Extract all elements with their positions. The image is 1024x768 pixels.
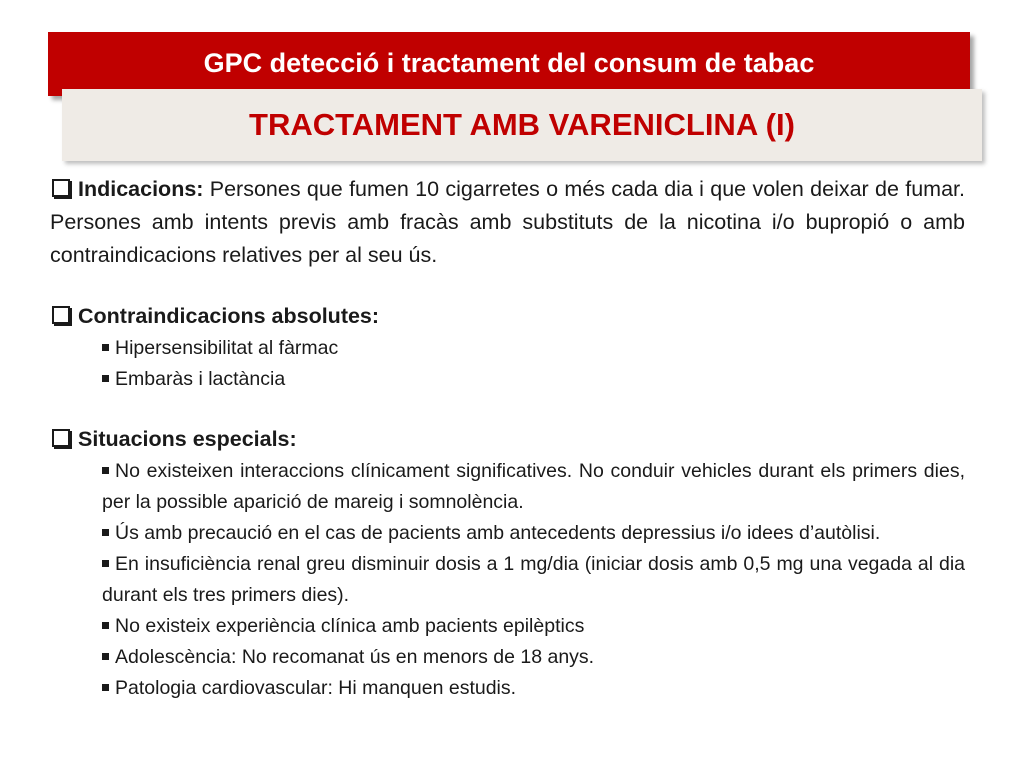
situacions-heading	[50, 423, 965, 456]
square-bullet-icon	[102, 529, 109, 536]
subtitle-banner	[62, 89, 982, 161]
situacions-list	[50, 456, 965, 704]
checkbox-bullet-icon	[52, 179, 70, 197]
banner-title: GPC detecció i tractament del consum de tabac	[203, 48, 815, 78]
square-bullet-icon	[102, 467, 109, 474]
contraindicacions-list	[50, 333, 965, 395]
top-banner	[48, 32, 970, 96]
square-bullet-icon	[102, 622, 109, 629]
square-bullet-icon	[102, 560, 109, 567]
list-item: Adolescència: No recomanat ús en menors de 18 anys.	[102, 642, 965, 673]
list-item: Embaràs i lactància	[102, 364, 965, 395]
indicacions-text: Persones que fumen 10 cigarretes o més cada dia i que volen deixar de fumar. Persones amb intents previs amb fracàs amb substituts de la nicotina i/o bupropió o amb contraindicacions relatives per al seu ús.	[50, 177, 965, 267]
checkbox-bullet-icon	[52, 429, 70, 447]
contraindicacions-label: Contraindicacions absolutes:	[78, 304, 380, 328]
indicacions-paragraph	[50, 173, 965, 272]
situacions-section	[50, 423, 965, 704]
checkbox-bullet-icon	[52, 306, 70, 324]
contraindicacions-heading	[50, 300, 965, 333]
square-bullet-icon	[102, 684, 109, 691]
square-bullet-icon	[102, 344, 109, 351]
list-item: Ús amb precaució en el cas de pacients amb antecedents depressius i/o idees d’autòlisi.	[102, 518, 965, 549]
square-bullet-icon	[102, 375, 109, 382]
list-item: Patologia cardiovascular: Hi manquen estudis.	[102, 673, 965, 704]
square-bullet-icon	[102, 653, 109, 660]
list-item: No existeix experiència clínica amb pacients epilèptics	[102, 611, 965, 642]
indicacions-label: Indicacions:	[78, 177, 204, 201]
situacions-label: Situacions especials:	[78, 427, 297, 451]
list-item: No existeixen interaccions clínicament significatives. No conduir vehicles durant els primers dies, per la possible aparició de mareig i somnolència.	[102, 460, 965, 513]
contraindicacions-section	[50, 300, 965, 395]
list-item: En insuficiència renal greu disminuir dosis a 1 mg/dia (iniciar dosis amb 0,5 mg una vegada al dia durant els tres primers dies).	[102, 553, 965, 606]
slide-title: TRACTAMENT AMB VARENICLINA (I)	[249, 107, 795, 142]
list-item: Hipersensibilitat al fàrmac	[102, 333, 965, 364]
slide-content	[50, 173, 965, 704]
